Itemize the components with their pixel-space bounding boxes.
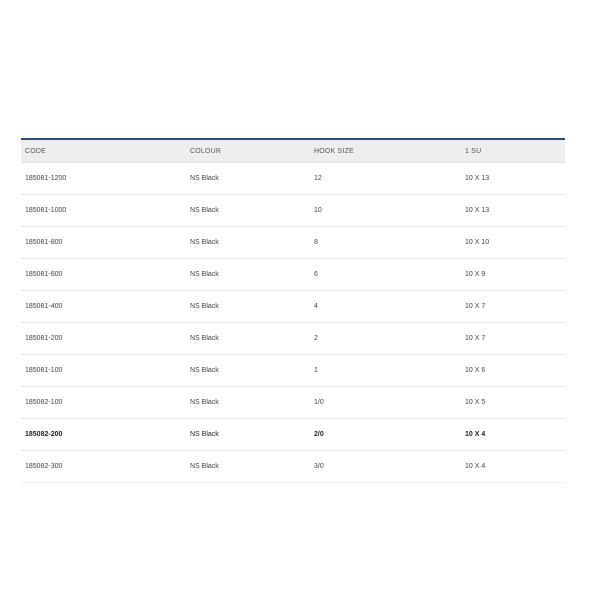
su-cell: 10 X 4 bbox=[465, 431, 486, 438]
table-row bbox=[21, 387, 565, 419]
code-cell: 185081-100 bbox=[25, 367, 63, 374]
hook-size-cell: 10 bbox=[314, 207, 322, 214]
header-su: 1 SU bbox=[465, 147, 482, 155]
colour-cell: NS Black bbox=[190, 335, 219, 342]
colour-cell: NS Black bbox=[190, 303, 219, 310]
table-row bbox=[21, 355, 565, 387]
colour-cell: NS Black bbox=[190, 207, 219, 214]
colour-cell: NS Black bbox=[190, 175, 219, 182]
colour-cell: NS Black bbox=[190, 463, 219, 470]
colour-cell: NS Black bbox=[190, 271, 219, 278]
hook-size-cell: 2/0 bbox=[314, 431, 324, 438]
hook-size-cell: 6 bbox=[314, 271, 318, 278]
colour-cell: NS Black bbox=[190, 239, 219, 246]
code-cell: 185081-200 bbox=[25, 335, 63, 342]
hook-size-cell: 8 bbox=[314, 239, 318, 246]
su-cell: 10 X 13 bbox=[465, 207, 490, 214]
table-row bbox=[21, 451, 565, 483]
hook-size-cell: 1/0 bbox=[314, 399, 324, 406]
hook-size-cell: 2 bbox=[314, 335, 318, 342]
table-row bbox=[21, 419, 565, 451]
colour-cell: NS Black bbox=[190, 431, 219, 438]
code-cell: 185082-300 bbox=[25, 463, 63, 470]
su-cell: 10 X 7 bbox=[465, 303, 486, 310]
table-row bbox=[21, 259, 565, 291]
header-code: CODE bbox=[25, 147, 47, 155]
su-cell: 10 X 5 bbox=[465, 399, 486, 406]
code-cell: 185081-400 bbox=[25, 303, 63, 310]
su-cell: 10 X 9 bbox=[465, 271, 486, 278]
su-cell: 10 X 6 bbox=[465, 367, 486, 374]
code-cell: 185082-100 bbox=[25, 399, 63, 406]
code-cell: 185081-1000 bbox=[25, 207, 67, 214]
header-colour: COLOUR bbox=[190, 147, 222, 155]
table-row bbox=[21, 195, 565, 227]
header-hook-size: HOOK SIZE bbox=[314, 147, 354, 155]
hook-size-cell: 3/0 bbox=[314, 463, 324, 470]
table-row bbox=[21, 227, 565, 259]
code-cell: 185082-200 bbox=[25, 431, 63, 438]
table-header bbox=[21, 140, 565, 163]
colour-cell: NS Black bbox=[190, 367, 219, 374]
hook-size-cell: 12 bbox=[314, 175, 322, 182]
table-row bbox=[21, 291, 565, 323]
hook-size-cell: 4 bbox=[314, 303, 318, 310]
table-row bbox=[21, 323, 565, 355]
code-cell: 185081-1200 bbox=[25, 175, 67, 182]
su-cell: 10 X 4 bbox=[465, 463, 486, 470]
su-cell: 10 X 7 bbox=[465, 335, 486, 342]
hook-size-cell: 1 bbox=[314, 367, 318, 374]
su-cell: 10 X 10 bbox=[465, 239, 490, 246]
table-row bbox=[21, 163, 565, 195]
su-cell: 10 X 13 bbox=[465, 175, 490, 182]
product-table bbox=[21, 138, 565, 483]
code-cell: 185081-600 bbox=[25, 271, 63, 278]
colour-cell: NS Black bbox=[190, 399, 219, 406]
code-cell: 185081-800 bbox=[25, 239, 63, 246]
